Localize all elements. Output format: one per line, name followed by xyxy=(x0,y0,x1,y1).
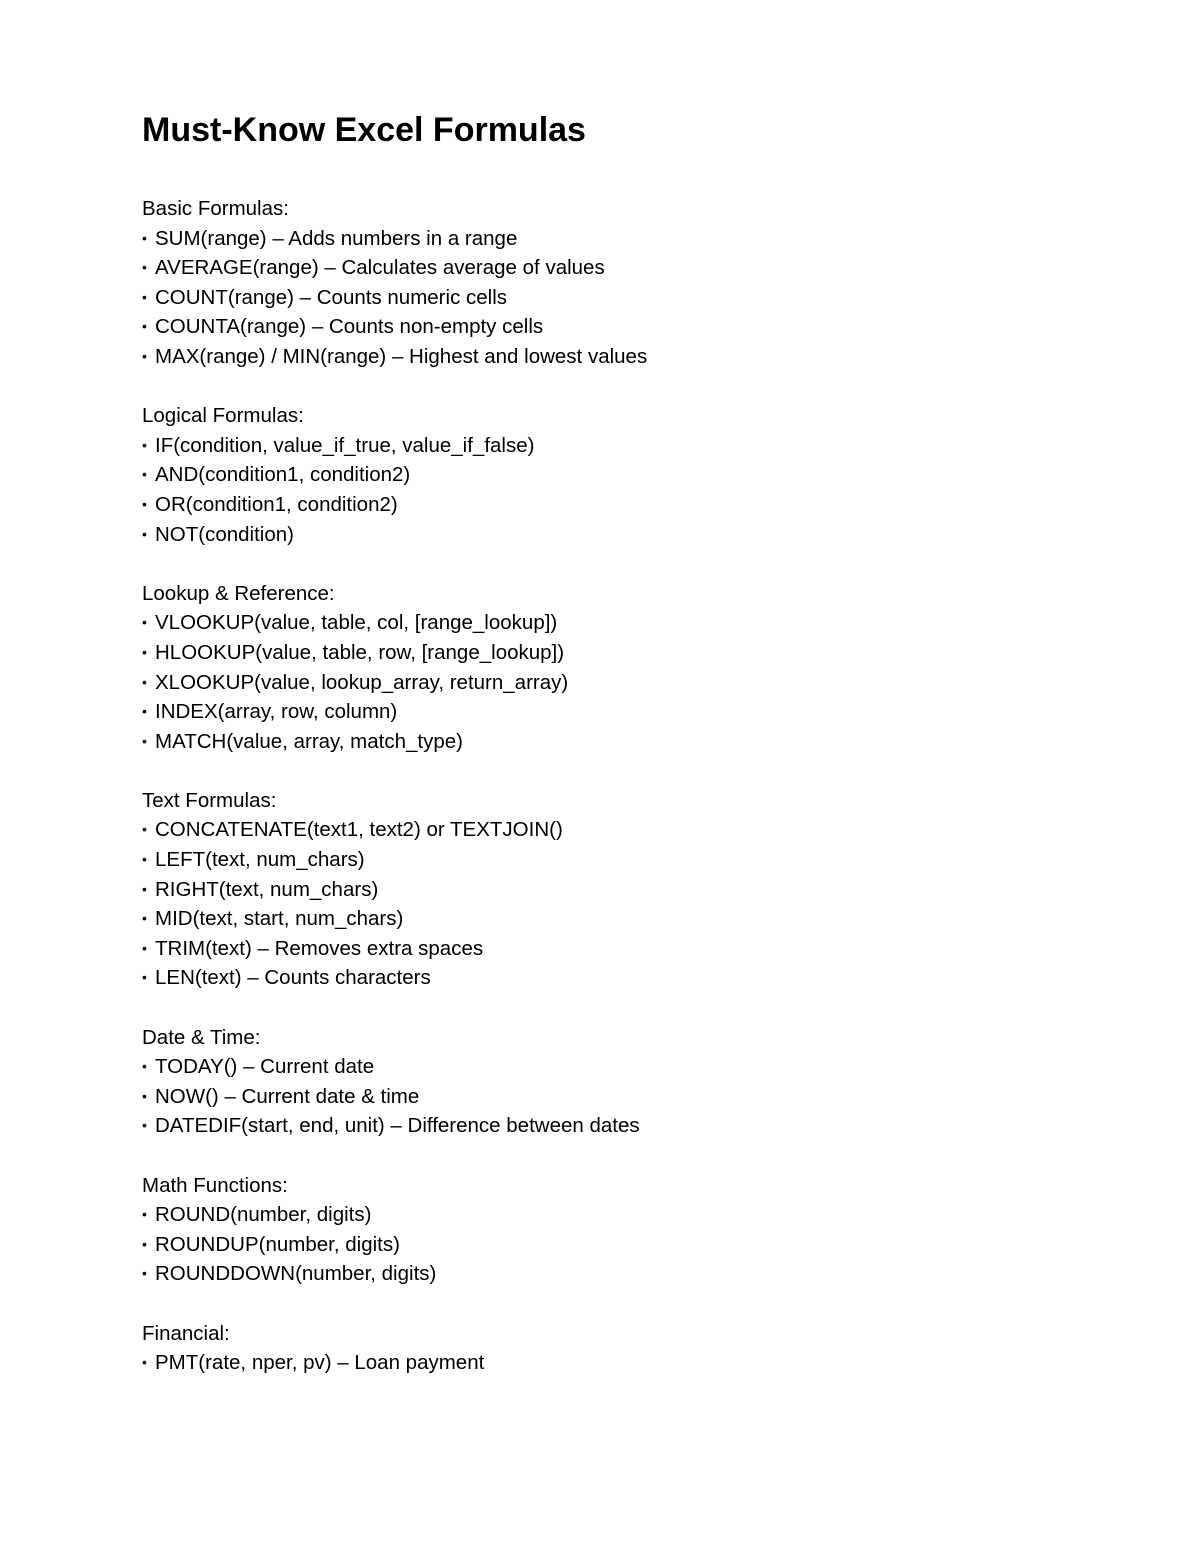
bullet-icon: • xyxy=(142,1354,147,1371)
formula-item xyxy=(142,875,1142,905)
formula-text: ROUNDDOWN(number, digits) xyxy=(155,1262,437,1286)
formula-text: CONCATENATE(text1, text2) or TEXTJOIN() xyxy=(155,818,563,842)
section-heading: Logical Formulas: xyxy=(142,404,304,428)
section-heading: Math Functions: xyxy=(142,1173,288,1197)
section-heading: Basic Formulas: xyxy=(142,197,289,220)
bullet-icon: • xyxy=(142,466,147,483)
bullet-icon: • xyxy=(142,229,147,246)
formula-item xyxy=(142,1348,1142,1378)
formula-section xyxy=(142,194,1142,372)
formula-text: AND(condition1, condition2) xyxy=(155,463,411,487)
formula-text: TODAY() – Current date xyxy=(155,1055,375,1079)
formula-text: COUNTA(range) – Counts non-empty cells xyxy=(155,315,544,339)
bullet-icon: • xyxy=(142,1235,147,1252)
bullet-icon: • xyxy=(142,821,147,838)
formula-sections xyxy=(142,194,1142,1407)
bullet-icon: • xyxy=(142,1087,147,1104)
formula-section xyxy=(142,1319,1142,1378)
formula-item xyxy=(142,460,1142,490)
formula-text: MATCH(value, array, match_type) xyxy=(155,729,463,753)
bullet-icon: • xyxy=(142,318,147,335)
formula-text: LEFT(text, num_chars) xyxy=(155,848,365,872)
formula-item xyxy=(142,1200,1142,1230)
bullet-icon: • xyxy=(142,495,147,512)
section-heading: Lookup & Reference: xyxy=(142,581,335,605)
formula-text: NOT(condition) xyxy=(155,522,294,546)
formula-text: OR(condition1, condition2) xyxy=(155,492,398,516)
formula-text: MAX(range) / MIN(range) – Highest and lowest values xyxy=(155,344,648,368)
formula-item xyxy=(142,431,1142,461)
formula-item xyxy=(142,224,1142,254)
formula-item xyxy=(142,668,1142,698)
formula-item xyxy=(142,934,1142,964)
bullet-icon: • xyxy=(142,939,147,956)
formula-item xyxy=(142,638,1142,668)
formula-text: AVERAGE(range) – Calculates average of values xyxy=(155,256,605,280)
formula-text: MID(text, start, num_chars) xyxy=(155,907,404,931)
formula-text: COUNT(range) – Counts numeric cells xyxy=(155,285,508,309)
formula-item xyxy=(142,815,1142,845)
formula-item xyxy=(142,727,1142,757)
section-heading: Text Formulas: xyxy=(142,788,277,812)
formula-item xyxy=(142,342,1142,372)
formula-text: NOW() – Current date & time xyxy=(155,1084,420,1108)
formula-text: ROUND(number, digits) xyxy=(155,1203,372,1227)
bullet-icon: • xyxy=(142,525,147,542)
formula-text: RIGHT(text, num_chars) xyxy=(155,877,379,901)
formula-text: LEN(text) – Counts characters xyxy=(155,966,431,990)
formula-item xyxy=(142,845,1142,875)
formula-item xyxy=(142,1111,1142,1141)
formula-section xyxy=(142,401,1142,549)
formula-text: DATEDIF(start, end, unit) – Difference between dates xyxy=(155,1114,640,1138)
formula-item xyxy=(142,904,1142,934)
formula-text: XLOOKUP(value, lookup_array, return_array) xyxy=(155,670,569,694)
formula-text: IF(condition, value_if_true, value_if_false) xyxy=(155,433,535,457)
formula-section xyxy=(142,1171,1142,1289)
formula-item xyxy=(142,253,1142,283)
formula-item xyxy=(142,963,1142,993)
bullet-icon: • xyxy=(142,732,147,749)
formula-section xyxy=(142,1023,1142,1141)
formula-text: TRIM(text) – Removes extra spaces xyxy=(155,936,484,960)
bullet-icon: • xyxy=(142,1117,147,1134)
bullet-icon: • xyxy=(142,259,147,276)
formula-section xyxy=(142,579,1142,757)
bullet-icon: • xyxy=(142,880,147,897)
formula-item xyxy=(142,520,1142,550)
formula-item xyxy=(142,608,1142,638)
section-heading: Date & Time: xyxy=(142,1025,261,1049)
bullet-icon: • xyxy=(142,1265,147,1282)
formula-item xyxy=(142,1052,1142,1082)
bullet-icon: • xyxy=(142,347,147,364)
formula-text: PMT(rate, nper, pv) – Loan payment xyxy=(155,1351,485,1375)
formula-item xyxy=(142,1230,1142,1260)
formula-text: SUM(range) – Adds numbers in a range xyxy=(155,226,518,250)
section-heading: Financial: xyxy=(142,1321,230,1345)
bullet-icon: • xyxy=(142,436,147,453)
formula-section xyxy=(142,786,1142,993)
formula-text: HLOOKUP(value, table, row, [range_lookup]) xyxy=(155,640,565,664)
bullet-icon: • xyxy=(142,614,147,631)
formula-item xyxy=(142,490,1142,520)
formula-item xyxy=(142,283,1142,313)
bullet-icon: • xyxy=(142,288,147,305)
formula-text: INDEX(array, row, column) xyxy=(155,700,398,724)
bullet-icon: • xyxy=(142,910,147,927)
bullet-icon: • xyxy=(142,643,147,660)
bullet-icon: • xyxy=(142,1206,147,1223)
formula-item xyxy=(142,1259,1142,1289)
formula-item xyxy=(142,697,1142,727)
formula-item xyxy=(142,312,1142,342)
formula-item xyxy=(142,1082,1142,1112)
formula-text: VLOOKUP(value, table, col, [range_lookup]) xyxy=(155,611,558,635)
bullet-icon: • xyxy=(142,1058,147,1075)
bullet-icon: • xyxy=(142,969,147,986)
bullet-icon: • xyxy=(142,673,147,690)
bullet-icon: • xyxy=(142,703,147,720)
page-title: Must-Know Excel Formulas xyxy=(142,111,586,149)
formula-text: ROUNDUP(number, digits) xyxy=(155,1232,400,1256)
bullet-icon: • xyxy=(142,851,147,868)
